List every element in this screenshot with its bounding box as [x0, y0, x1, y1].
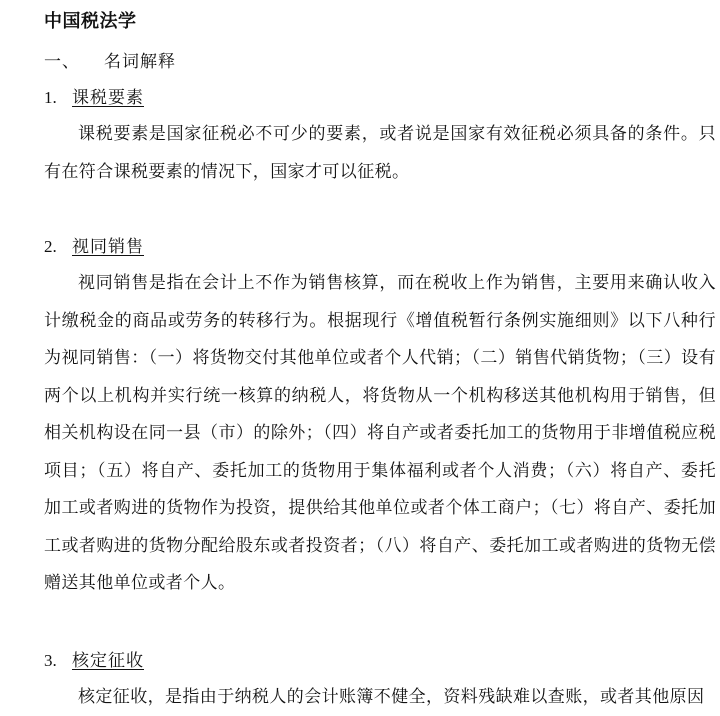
term-number: 3. [44, 643, 72, 679]
term-definition: 课税要素是国家征税必不可少的要素，或者说是国家有效征税必须具备的条件。只有在符合课税要素的情况下，国家才可以征税。 [44, 116, 716, 191]
term-definition: 视同销售是指在会计上不作为销售核算，而在税收上作为销售，主要用来确认收入计缴税金的商品或劳务的转移行为。根据现行《增值税暂行条例实施细则》以下八种行为视同销售：（一）将货物交付其他单位或者个人代销；（二）销售代销货物；（三）设有两个以上机构并实行统一核算的纳税人，将货物从一个机构移送其他机构用于销售，但相关机构设在同一县（市）的除外；（四）将自产或者委托加工的货物用于非增值税应税项目；（五）将自产、委托加工的货物用于集体福利或者个人消费；（六）将自产、委托加工或者购进的货物作为投资，提供给其他单位或者个体工商户；（七）将自产、委托加工或者购进的货物分配给股东或者投资者；（八）将自产、委托加工或者购进的货物无偿赠送其他单位或者个人。 [44, 265, 716, 603]
term-heading [44, 229, 716, 265]
spacer [44, 191, 716, 229]
term-name: 核定征收 [72, 651, 144, 671]
term-number: 1. [44, 80, 72, 116]
document-title: 中国税法学 [44, 8, 716, 36]
document-page [44, 8, 716, 716]
section-title: 名词解释 [104, 52, 176, 72]
term-definition: 核定征收，是指由于纳税人的会计账簿不健全，资料残缺难以查账，或者其他原因 [44, 679, 716, 716]
section-heading [44, 44, 716, 80]
term-number: 2. [44, 229, 72, 265]
spacer [44, 603, 716, 643]
term-heading [44, 643, 716, 679]
term-name: 视同销售 [72, 237, 144, 257]
term-name: 课税要素 [72, 88, 144, 108]
term-heading [44, 80, 716, 116]
section-number: 一、 [44, 52, 80, 72]
